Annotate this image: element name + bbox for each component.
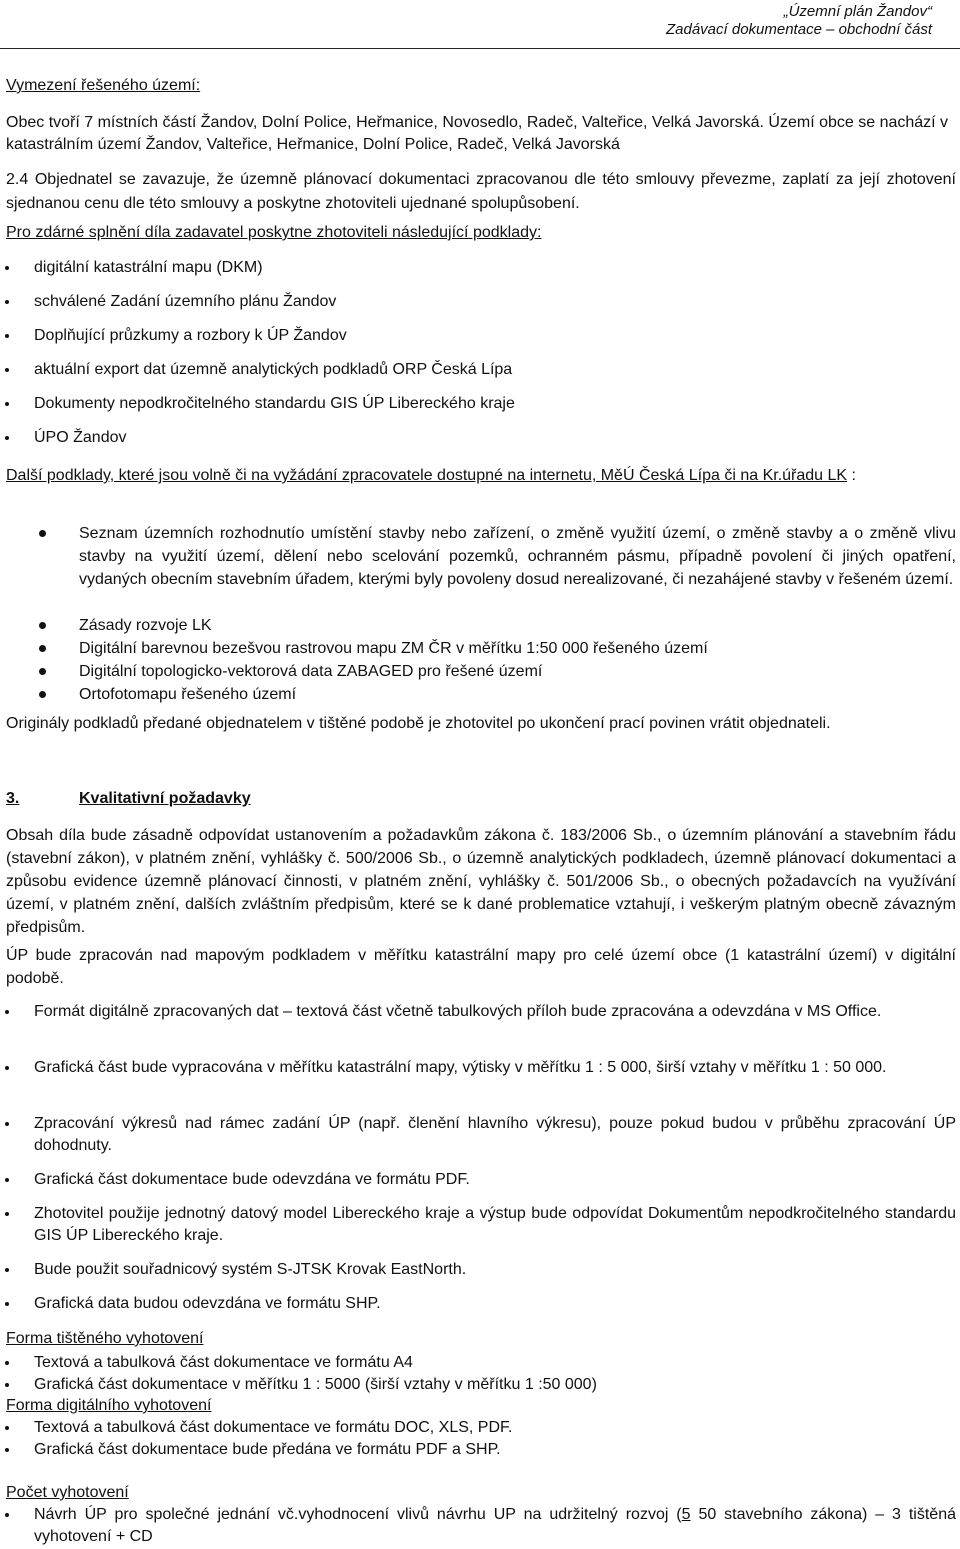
forma-digitalni-list: [34, 1417, 934, 1461]
bullet-icon: [5, 1178, 9, 1182]
bullet-icon: [39, 530, 46, 537]
podklady-heading: Pro zdárné splnění díla zadavatel poskytne zhotoviteli následující podklady:: [6, 224, 542, 241]
list-item: Textová a tabulková část dokumentace ve formátu DOC, XLS, PDF.: [34, 1417, 934, 1439]
list-item: Grafická část dokumentace bude odevzdána ve formátu PDF.: [34, 1169, 956, 1203]
bullet-icon: [5, 1361, 9, 1365]
bullet-icon: [39, 622, 46, 629]
list-item: aktuální export dat územně analytických podkladů ORP Česká Lípa: [34, 359, 934, 393]
list-item: ÚPO Žandov: [34, 427, 934, 461]
bullet-icon: [5, 1122, 9, 1126]
bullet-icon: [5, 1066, 9, 1070]
dalsi-podklady-heading: Další podklady, které jsou volně či na vyžádání zpracovatele dostupné na internetu, MěÚ Česká Lípa či na Kr.úřadu LK :: [6, 467, 856, 484]
header-title: „Územní plán Žandov“: [783, 3, 932, 20]
list-item: Zásady rozvoje LK: [79, 614, 956, 637]
bullet-icon: [5, 334, 9, 338]
list-item: Návrh ÚP pro společné jednání vč.vyhodnocení vlivů návrhu UP na udržitelný rozvoj (5 50 stavebního zákona) – 3 tištěná vyhotovení + CD: [34, 1504, 956, 1548]
bullet-icon: [5, 1448, 9, 1452]
section3-paragraph-2: ÚP bude zpracován nad mapovým podkladem v měřítku katastrální mapy pro celé území obce (1 katastrální území) v digitální podobě.: [6, 947, 956, 987]
dalsi-podklady-list: [79, 522, 956, 706]
list-item: schválené Zadání územního plánu Žandov: [34, 291, 934, 325]
bullet-icon: [39, 645, 46, 652]
list-item: Zhotovitel použije jednotný datový model Libereckého kraje a výstup bude odpovídat Dokumentům nepodkročitelného standardu GIS ÚP Libereckého kraje.: [34, 1203, 956, 1259]
bullet-icon: [5, 402, 9, 406]
forma-tistena-list: [34, 1352, 934, 1396]
originaly-text: Originály podkladů předané objednatelem v tištěné podobě je zhotovitel po ukončení prací povinen vrátit objednateli.: [6, 715, 831, 732]
bullet-icon: [5, 1383, 9, 1387]
list-item: Formát digitálně zpracovaných dat – textová část včetně tabulkových příloh bude zpracována a odevzdána v MS Office.: [34, 1001, 956, 1057]
bullet-icon: [5, 1010, 9, 1014]
section-number: 3.: [6, 790, 20, 807]
bullet-icon: [39, 668, 46, 675]
list-item: Digitální barevnou bezešvou rastrovou mapu ZM ČR v měřítku 1:50 000 řešeného území: [79, 637, 956, 660]
bullet-icon: [5, 1212, 9, 1216]
bullet-icon: [5, 300, 9, 304]
pocet-list: [34, 1504, 956, 1548]
bullet-icon: [5, 368, 9, 372]
list-item: digitální katastrální mapu (DKM): [34, 257, 934, 291]
bullet-icon: [5, 436, 9, 440]
forma-digitalni-heading: Forma digitálního vyhotovení: [6, 1397, 212, 1414]
list-item: Grafická data budou odevzdána ve formátu SHP.: [34, 1293, 956, 1327]
list-item: Grafická část bude vypracována v měřítku katastrální mapy, výtisky v měřítku 1 : 5 000, širší vztahy v měřítku 1 : 50 000.: [34, 1057, 956, 1113]
forma-tistena-heading: Forma tištěného vyhotovení: [6, 1330, 204, 1347]
vymezeni-heading: Vymezení řešeného území:: [6, 77, 201, 94]
pocet-heading: Počet vyhotovení: [6, 1484, 129, 1501]
section3-paragraph-1: Obsah díla bude zásadně odpovídat ustanovením a požadavkům zákona č. 183/2006 Sb., o územním plánování a stavebním řádu (stavební zákon), v platném znění, vyhlášky č. 500/2006 Sb., o územně analytických podkladech, územně plánovací dokumentaci a způsobu evidence územně plánovací činnosti, v platném znění, vyhlášky č. 501/2006 Sb., o obecných požadavcích na využívání území, v platném znění, dalších zvláštním předpisům, které se k dané problematice vztahují, i veškerým platným obecně závazným předpisům.: [6, 827, 956, 936]
header-divider: [0, 48, 960, 49]
bullet-icon: [5, 1302, 9, 1306]
header-subtitle: Zadávací dokumentace – obchodní část: [665, 21, 932, 38]
podklady-list: [34, 257, 934, 461]
bullet-icon: [5, 1268, 9, 1272]
list-item: Bude použit souřadnicový systém S-JTSK Krovak EastNorth.: [34, 1259, 956, 1293]
bullet-icon: [5, 1513, 9, 1517]
list-item: Ortofotomapu řešeného území: [79, 683, 956, 706]
bullet-icon: [39, 691, 46, 698]
list-item: Dokumenty nepodkročitelného standardu GIS ÚP Libereckého kraje: [34, 393, 934, 427]
section-title: Kvalitativní požadavky: [79, 790, 251, 807]
requirements-list: [34, 1001, 956, 1327]
clause-2-4: 2.4 Objednatel se zavazuje, že územně plánovací dokumentaci zpracovanou dle této smlouvy převezme, zaplatí za její zhotovení sjednanou cenu dle této smlouvy a poskytne zhotoviteli ujednané spolupůsobení.: [6, 171, 956, 212]
bullet-icon: [5, 1426, 9, 1430]
list-item: Textová a tabulková část dokumentace ve formátu A4: [34, 1352, 934, 1374]
bullet-icon: [5, 266, 9, 270]
vymezeni-text: Obec tvoří 7 místních částí Žandov, Dolní Police, Heřmanice, Novosedlo, Radeč, Valteřice, Velká Javorská. Území obce se nachází v katastrálním území Žandov, Valteřice, Heřmanice, Dolní Police, Radeč, Velká Javorská: [6, 114, 949, 153]
list-item: Doplňující průzkumy a rozbory k ÚP Žandov: [34, 325, 934, 359]
list-item: Seznam územních rozhodnutío umístění stavby nebo zařízení, o změně využití území, o změně stavby a o změně vlivu stavby na využití území, dělení nebo scelování pozemků, ochranném pásmu, případně povolení či jiných opatření, vydaných obecním stavebním úřadem, kterými byly povoleny dosud nerealizované, či nezahájené stavby v řešeném území.: [79, 522, 956, 614]
list-item: Digitální topologicko-vektorová data ZABAGED pro řešené území: [79, 660, 956, 683]
list-item: Grafická část dokumentace bude předána ve formátu PDF a SHP.: [34, 1439, 934, 1461]
list-item: Grafická část dokumentace v měřítku 1 : 5000 (širší vztahy v měřítku 1 :50 000): [34, 1374, 934, 1396]
list-item: Zpracování výkresů nad rámec zadání ÚP (např. členění hlavního výkresu), pouze pokud budou v průběhu zpracování ÚP dohodnuty.: [34, 1113, 956, 1169]
